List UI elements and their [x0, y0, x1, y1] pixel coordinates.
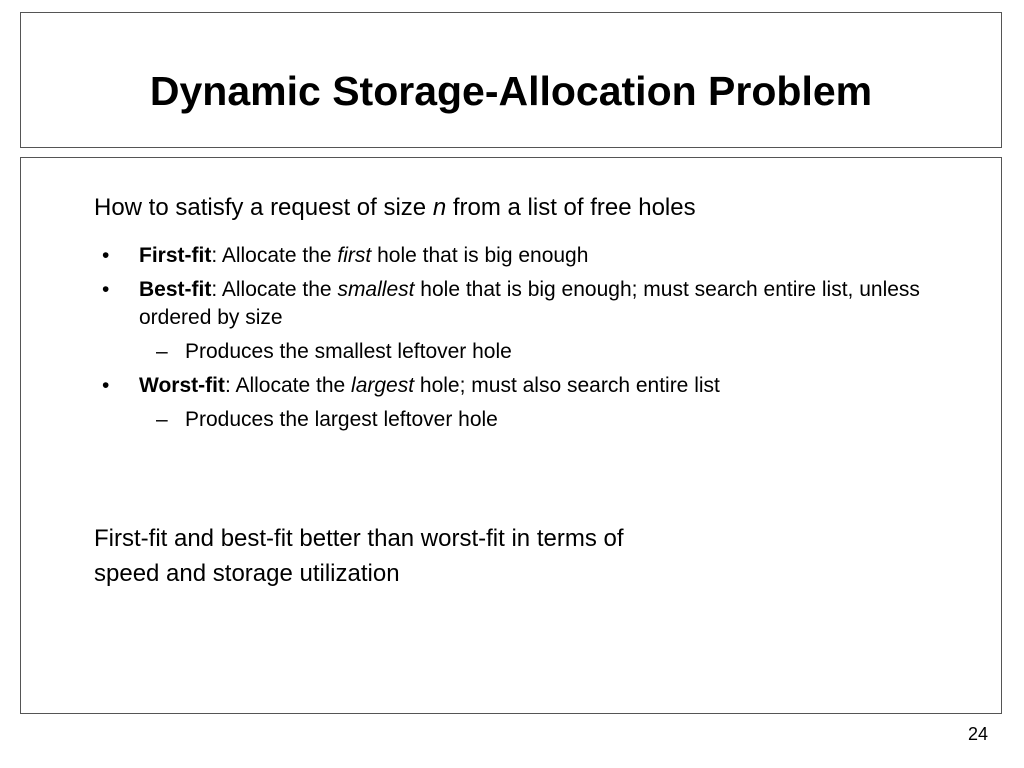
bullet-marker: • [102, 278, 110, 301]
closing-line-1: First-fit and best-fit better than worst-fit in terms of [94, 525, 624, 552]
bullet-worst-fit [94, 372, 934, 400]
sub-marker: – [156, 408, 168, 431]
bullet-emphasis: smallest [337, 278, 415, 301]
bullet-term: Best-fit [139, 278, 212, 301]
sub-bullet-best-fit [94, 338, 934, 366]
bullet-marker: • [102, 374, 110, 397]
sub-bullet-text: Produces the largest leftover hole [185, 408, 498, 431]
slide-title: Dynamic Storage-Allocation Problem [149, 68, 873, 114]
intro-before: How to satisfy a request of size [94, 194, 433, 221]
closing-line-2: speed and storage utilization [94, 560, 400, 587]
bullet-text-before: : Allocate the [224, 374, 352, 397]
sub-bullet-text: Produces the smallest leftover hole [185, 340, 512, 363]
bullet-text-before: : Allocate the [211, 244, 338, 267]
bullet-marker: • [102, 244, 110, 267]
sub-bullet-worst-fit [94, 406, 934, 434]
page-number: 24 [967, 724, 988, 744]
title-frame [20, 12, 1002, 148]
content-frame [20, 157, 1002, 714]
bullet-emphasis: largest [351, 374, 415, 397]
intro-variable: n [432, 194, 447, 221]
bullet-term: Worst-fit [139, 374, 225, 397]
bullet-best-fit [94, 276, 934, 332]
bullet-text-before: : Allocate the [211, 278, 338, 301]
bullet-text-after: hole; must also search entire list [414, 374, 720, 397]
intro-after: from a list of free holes [446, 194, 696, 221]
intro-text [94, 194, 696, 223]
sub-marker: – [156, 340, 168, 363]
bullet-emphasis: first [337, 244, 372, 267]
bullet-list [94, 242, 934, 440]
closing-text [94, 521, 624, 591]
bullet-text-after: hole that is big enough [371, 244, 589, 267]
bullet-text-after: hole that is big enough; must search entire list, unless ordered by size [139, 278, 920, 329]
bullet-term: First-fit [139, 244, 212, 267]
bullet-first-fit [94, 242, 934, 270]
